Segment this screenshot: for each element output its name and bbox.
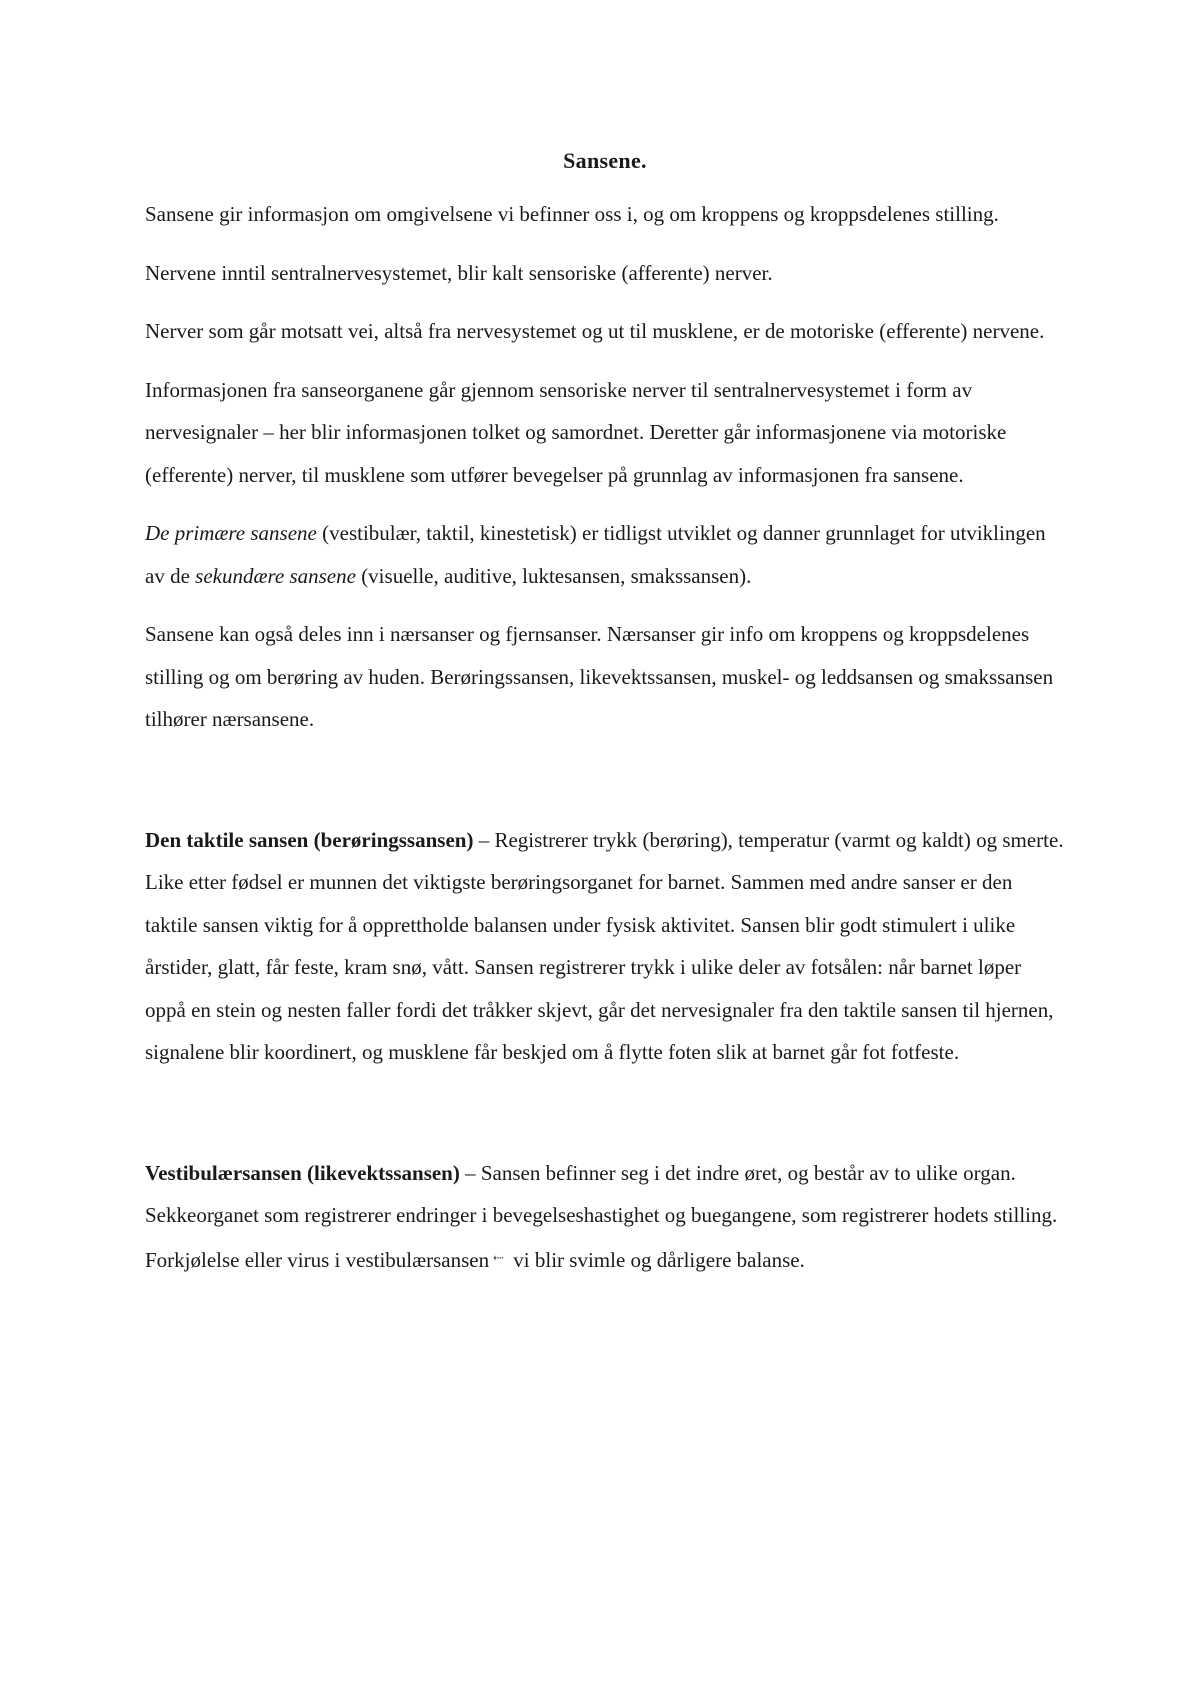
vestibular-sense-text: – Sansen befinner seg i det indre øret, og består av to ulike organ. Sekkeorganet som registrerer endringer i bevegelseshastighet og buegangene, som registrerer hodets stilling. Forkjølelse eller virus i vestibulærsansen	[145, 1160, 1058, 1272]
intro-paragraph: Nerver som går motsatt vei, altså fra nervesystemet og ut til musklene, er de motoriske (efferente) nervene.	[145, 319, 1045, 343]
primary-senses-text: (vestibulær, taktil, kinestetisk) er tidligst utviklet og danner grunnlaget for utviklingen av de	[145, 521, 1046, 588]
secondary-senses-term: sekundære sansene	[195, 563, 356, 588]
tactile-sense-text: – Registrerer trykk (berøring), temperatur (varmt og kaldt) og smerte. Like etter fødsel er munnen det viktigste berøringsorganet for barnet. Sammen med andre sanser er den taktile sansen viktig for å opprettholde balansen under fysisk aktivitet. Sansen blir godt stimulert i ulike årstider, glatt, får feste, kram snø, vått. Sansen registrerer trykk i ulike deler av fotsålen: når barnet løper oppå en stein og nesten faller fordi det tråkker skjevt, går det nervesignaler fra den taktile sansen til hjernen, signalene blir koordinert, og musklene får beskjed om å flytte foten slik at barnet går fot fotfeste.	[145, 827, 1064, 1064]
document-title: Sansene.	[563, 148, 647, 173]
vestibular-sense-paragraph	[145, 1152, 1065, 1282]
intro-paragraph: Nervene inntil sentralnervesystemet, blir kalt sensoriske (afferente) nerver.	[145, 260, 773, 285]
document-body	[145, 146, 1065, 1297]
section-spacer	[145, 757, 1065, 819]
near-far-senses-paragraph: Sansene kan også deles inn i nærsanser og fjernsanser. Nærsanser gir info om kroppens og kroppsdelenes stilling og om berøring av huden. Berøringssansen, likevektssansen, muskel- og leddsansen og smakssansen tilhører nærsansene.	[145, 622, 1054, 731]
vestibular-sense-text-end: vi blir svimle og dårligere balanse.	[508, 1247, 805, 1272]
tactile-sense-heading: Den taktile sansen (berøringssansen)	[145, 827, 474, 852]
primary-senses-term: De primære sansene	[145, 521, 317, 545]
primary-senses-paragraph	[145, 512, 1065, 597]
secondary-senses-text: (visuelle, auditive, luktesansen, smakssansen).	[355, 563, 752, 588]
vestibular-sense-heading: Vestibulærsansen (likevektssansen)	[145, 1160, 460, 1185]
section-spacer	[145, 1090, 1065, 1152]
tactile-sense-paragraph	[145, 819, 1065, 1074]
left-arrow-icon: ⇠	[493, 1249, 505, 1265]
intro-paragraph: Sansene gir informasjon om omgivelsene vi befinner oss i, og om kroppens og kroppsdelenes stilling.	[145, 202, 999, 226]
intro-paragraph: Informasjonen fra sanseorganene går gjennom sensoriske nerver til sentralnervesystemet i form av nervesignaler – her blir informasjonen tolket og samordnet. Deretter går informasjonene via motoriske (efferente) nerver, til musklene som utfører bevegelser på grunnlag av informasjonen fra sansene.	[145, 377, 1007, 487]
